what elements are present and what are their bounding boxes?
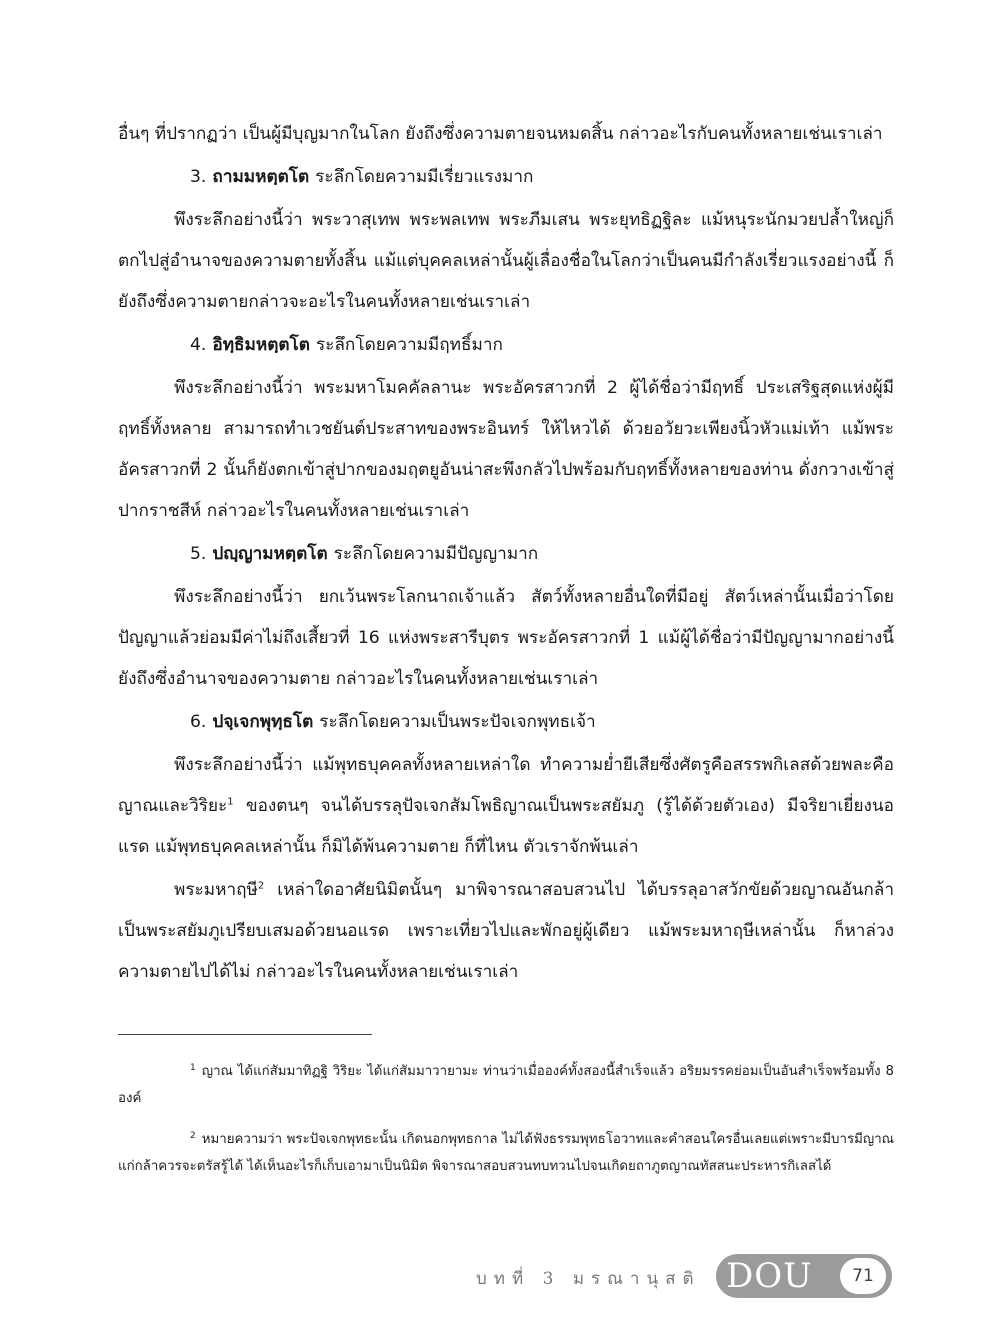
heading-4-number: 4. — [190, 335, 207, 355]
page-number: 71 — [840, 1258, 886, 1294]
heading-5-number: 5. — [190, 544, 207, 564]
heading-6-desc: ระลึกโดยความเป็นพระปัจเจกพุทธเจ้า — [319, 712, 596, 732]
paragraph-6 — [118, 745, 894, 868]
chapter-title: บทที่ 3 มรณานุสติ — [476, 1269, 701, 1289]
page-badge — [716, 1254, 892, 1298]
paragraph-7-text-b: เหล่าใดอาศัยนิมิตนั้นๆ มาพิจารณาสอบสวนไป ได้บรรลุอาสวักขัยด้วยญาณอันกล้า เป็นพระสยัมภูเปรียบเสมอด้วยนอแรด เพราะเที่ยวไปและพักอยู่ผู้เดียว แม้พระมหาฤษีเหล่านั้น ก็หาล่วงความตายไปได้ไม่ กล่าวอะไรในคนทั้งหลายเช่นเราเล่า — [118, 880, 894, 982]
heading-3-pali: ถามมหตฺตโต — [212, 167, 310, 187]
heading-3-number: 3. — [190, 167, 207, 187]
footnote-2-mark: 2 — [190, 1130, 196, 1141]
heading-6-pali: ปจฺเจกพุทฺธโต — [212, 712, 314, 732]
heading-4-pali: อิทฺธิมหตฺตโต — [212, 335, 310, 355]
paragraph-6-text-a: พึงระลึกอย่างนี้ว่า แม้พุทธบุคคลทั้งหลายเหล่าใด ทำความย่ำยีเสียซึ่งศัตรูคือสรรพกิเลสด้วยพละคือญาณและวิริยะ — [118, 755, 894, 816]
body-text — [118, 114, 894, 995]
paragraph-5: พึงระลึกอย่างนี้ว่า ยกเว้นพระโลกนาถเจ้าแล้ว สัตว์ทั้งหลายอื่นใดที่มีอยู่ สัตว์เหล่านั้นเมื่อว่าโดยปัญญาแล้วย่อมมีค่าไม่ถึงเสี้ยวที่ 16 แห่งพระสารีบุตร พระอัครสาวกที่ 1 แม้ผู้ได้ชื่อว่ามีปัญญามากอย่างนี้ ยังถึงซึ่งอำนาจของความตาย กล่าวอะไรในคนทั้งหลายเช่นเราเล่า — [118, 587, 894, 689]
footnote-ref-1[interactable]: 1 — [227, 796, 234, 808]
heading-3-desc: ระลึกโดยความมีเรี่ยวแรงมาก — [315, 167, 534, 187]
dou-logo: DOU — [726, 1256, 813, 1296]
footnote-2 — [118, 1126, 894, 1180]
heading-5-pali: ปญฺญามหตฺตโต — [212, 544, 328, 564]
footnote-1 — [118, 1058, 894, 1112]
footnotes — [118, 1058, 894, 1194]
paragraph-7 — [118, 870, 894, 993]
heading-5-desc: ระลึกโดยความมีปัญญามาก — [333, 544, 539, 564]
footnote-1-text: ญาณ ได้แก่สัมมาทิฏฐิ วิริยะ ได้แก่สัมมาวายามะ ท่านว่าเมื่อองค์ทั้งสองนี้สำเร็จแล้ว อริยมรรคย่อมเป็นอันสำเร็จพร้อมทั้ง 8 องค์ — [118, 1064, 894, 1106]
heading-3 — [118, 157, 894, 198]
paragraph-4: พึงระลึกอย่างนี้ว่า พระมหาโมคคัลลานะ พระอัครสาวกที่ 2 ผู้ได้ชื่อว่ามีฤทธิ์ ประเสริฐสุดแห่งผู้มีฤทธิ์ทั้งหลาย สามารถทำเวชยันต์ประสาทของพระอินทร์ ให้ไหวได้ ด้วยอวัยวะเพียงนิ้วหัวแม่เท้า แม้พระอัครสาวกที่ 2 นั้นก็ยังตกเข้าสู่ปากของมฤตยูอันน่าสะพึงกลัวไปพร้อมกับฤทธิ์ทั้งหลายของท่าน ดั่งกวางเข้าสู่ปากราชสีห์ กล่าวอะไรในคนทั้งหลายเช่นเราเล่า — [118, 378, 894, 521]
heading-5 — [118, 534, 894, 575]
heading-4-desc: ระลึกโดยความมีฤทธิ์มาก — [315, 335, 503, 355]
paragraph-3: พึงระลึกอย่างนี้ว่า พระวาสุเทพ พระพลเทพ พระภีมเสน พระยุทธิฏฐิละ แม้หนุระนักมวยปล้ำใหญ่ก็ตกไปสู่อำนาจของความตายทั้งสิ้น แม้แต่บุคคลเหล่านั้นผู้เลื่องชื่อในโลกว่าเป็นคนมีกำลังเรี่ยวแรงอย่างนี้ ก็ยังถึงซึ่งความตายกล่าวจะอะไรในคนทั้งหลายเช่นเราเล่า — [118, 210, 894, 312]
paragraph-7-text-a: พระมหาฤษี — [174, 880, 258, 900]
heading-6 — [118, 702, 894, 743]
paragraph-6-text-b: ของตนๆ จนได้บรรลุปัจเจกสัมโพธิญาณเป็นพระสยัมภู (รู้ได้ด้วยตัวเอง) มีจริยาเยี่ยงนอแรด แม้พุทธบุคคลเหล่านั้น ก็มิได้พ้นความตาย ก็ที่ไหน ตัวเราจักพ้นเล่า — [118, 796, 894, 857]
paragraph-continuation: อื่นๆ ที่ปรากฏว่า เป็นผู้มีบุญมากในโลก ยังถึงซึ่งความตายจนหมดสิ้น กล่าวอะไรกับคนทั้งหลายเช่นเราเล่า — [118, 124, 883, 144]
footnote-1-mark: 1 — [190, 1062, 196, 1073]
footnote-2-text: หมายความว่า พระปัจเจกพุทธะนั้น เกิดนอกพุทธกาล ไม่ได้ฟังธรรมพุทธโอวาทและคำสอนใครอื่นเลยแต่เพราะมีบารมีญาณแก่กล้าควรจะตรัสรู้ได้ ได้เห็นอะไรก็เก็บเอามาเป็นนิมิต พิจารณาสอบสวนทบทวนไปจนเกิดยถาภูตญาณทัสสนะประหารกิเลสได้ — [118, 1132, 894, 1174]
footnote-ref-2[interactable]: 2 — [257, 880, 265, 892]
heading-6-number: 6. — [190, 712, 207, 732]
footnote-divider — [118, 1034, 372, 1035]
heading-4 — [118, 325, 894, 366]
